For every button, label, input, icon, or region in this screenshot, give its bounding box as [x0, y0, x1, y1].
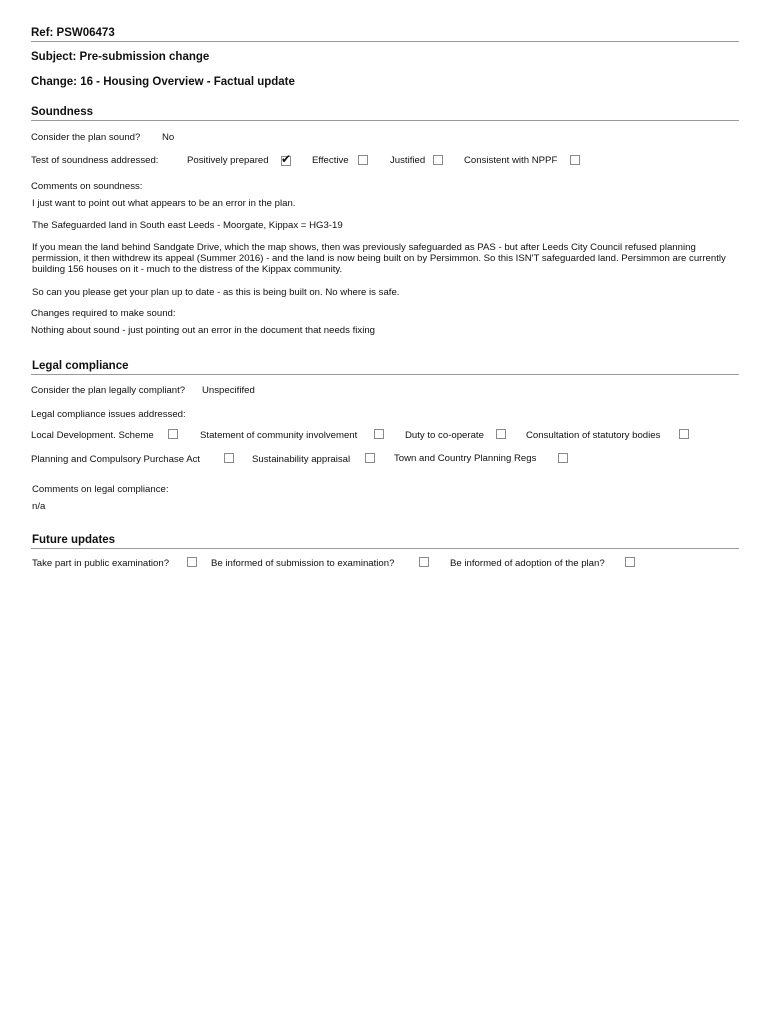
consultation-checkbox[interactable]: [679, 429, 689, 439]
legal-issues-label: Legal compliance issues addressed:: [31, 409, 186, 420]
changes-required-value: Nothing about sound - just pointing out an error in the document that needs fixing: [31, 325, 375, 336]
future-public-exam-label: Take part in public examination?: [32, 558, 170, 569]
lds-checkbox[interactable]: [168, 429, 178, 439]
soundness-comment: The Safeguarded land in South east Leeds - Moorgate, Kippax = HG3-19: [32, 220, 343, 231]
sci-checkbox[interactable]: [374, 429, 384, 439]
test-soundness-label: Test of soundness addressed:: [31, 155, 159, 166]
consider-legal-value: Unspecififed: [202, 385, 255, 396]
comments-soundness-label: Comments on soundness:: [31, 181, 143, 192]
issue-sci-label: Statement of community involvement: [200, 430, 358, 441]
effective-checkbox[interactable]: [358, 155, 368, 165]
issue-lds-label: Local Development. Scheme: [31, 430, 154, 441]
sa-checkbox[interactable]: [365, 453, 375, 463]
issue-sa-label: Sustainability appraisal: [252, 454, 351, 465]
tcpr-checkbox[interactable]: [558, 453, 568, 463]
pcpa-checkbox[interactable]: [224, 453, 234, 463]
positively-prepared-checkbox[interactable]: [281, 152, 292, 166]
duty-checkbox[interactable]: [496, 429, 506, 439]
justified-checkbox[interactable]: [433, 155, 443, 165]
change-line: Change: 16 - Housing Overview - Factual update: [31, 76, 295, 88]
consider-legal-label: Consider the plan legally compliant?: [31, 385, 186, 396]
test-effective-label: Effective: [312, 155, 349, 166]
soundness-comment: If you mean the land behind Sandgate Drive, which the map shows, then was previously safeguarded as PAS - but after Leeds City Council refused planning permission, it then withdrew its appeal (Summer 2016) - and the land is now being built on by Persimmon. So this ISN'T safeguarded land. Persimmon are currently building 156 houses on it - much to the distress of the Kippax community.: [32, 242, 726, 275]
soundness-comment: So can you please get your plan up to date - as this is being built on. No where is safe.: [32, 287, 400, 298]
test-positively-prepared-label: Positively prepared: [187, 155, 269, 166]
subject-line: Subject: Pre-submission change: [31, 51, 210, 63]
issue-pcpa-label: Planning and Compulsory Purchase Act: [31, 454, 201, 465]
divider: [31, 120, 739, 121]
ref-line: Ref: PSW06473: [31, 27, 115, 39]
checkmark-icon: ✔: [281, 152, 292, 166]
test-justified-label: Justified: [390, 155, 426, 166]
legal-compliance-heading: Legal compliance: [32, 360, 129, 372]
divider: [31, 548, 739, 549]
changes-required-label: Changes required to make sound:: [31, 308, 176, 319]
future-updates-heading: Future updates: [32, 534, 116, 546]
consistent-nppf-checkbox[interactable]: [570, 155, 580, 165]
future-adoption-label: Be informed of adoption of the plan?: [450, 558, 605, 569]
future-submission-label: Be informed of submission to examination?: [211, 558, 395, 569]
comments-legal-label: Comments on legal compliance:: [32, 484, 169, 495]
consider-sound-label: Consider the plan sound?: [31, 132, 141, 143]
comments-legal-value: n/a: [32, 501, 46, 512]
test-consistent-nppf-label: Consistent with NPPF: [464, 155, 558, 166]
divider: [31, 374, 739, 375]
divider: [31, 41, 739, 42]
submission-checkbox[interactable]: [419, 557, 429, 567]
public-exam-checkbox[interactable]: [187, 557, 197, 567]
consider-sound-value: No: [162, 132, 175, 143]
soundness-comment: I just want to point out what appears to be an error in the plan.: [32, 198, 296, 209]
issue-tcpr-label: Town and Country Planning Regs: [394, 453, 537, 464]
adoption-checkbox[interactable]: [625, 557, 635, 567]
soundness-heading: Soundness: [31, 106, 93, 118]
issue-duty-label: Duty to co-operate: [405, 430, 484, 441]
issue-consultation-label: Consultation of statutory bodies: [526, 430, 661, 441]
